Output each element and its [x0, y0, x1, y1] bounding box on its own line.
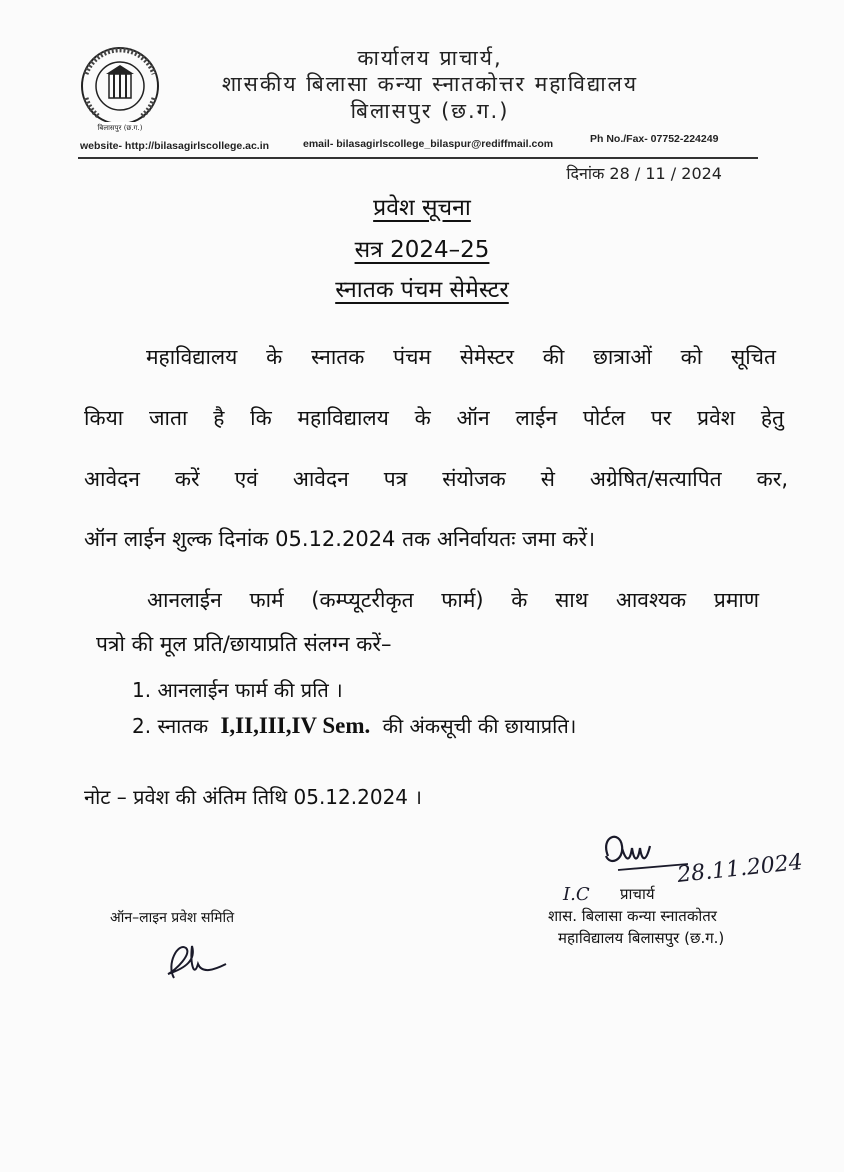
last-date-note: नोट – प्रवेश की अंतिम तिथि 05.12.2024 ।	[84, 785, 422, 809]
body-line-6: पत्रो की मूल प्रति/छायाप्रति संलग्न करें–	[96, 632, 392, 656]
svg-text:28.11.2024: 28.11.2024	[676, 849, 804, 888]
committee-signature	[156, 934, 240, 990]
body-line-4: ऑन लाईन शुल्क दिनांक 05.12.2024 तक अनिर्वायतः जमा करें।	[84, 527, 596, 551]
semester-heading: स्नातक पंचम सेमेस्टर	[335, 277, 509, 303]
body-line-3: आवेदन करें एवं आवेदन पत्र संयोजक से अग्रेषित/सत्यापित कर,	[84, 467, 788, 491]
college-logo-emblem	[78, 44, 162, 134]
item-suffix: की अंकसूची की छायाप्रति।	[382, 714, 577, 738]
header-divider	[78, 157, 758, 159]
ic-handwritten-mark	[561, 878, 613, 908]
svg-text:बिलासपुर (छ.ग.): बिलासपुर (छ.ग.)	[97, 124, 143, 132]
college-city: बिलासपुर (छ.ग.)	[350, 99, 510, 123]
office-title: कार्यालय प्राचार्य,	[357, 46, 503, 70]
phone-number: Ph No./Fax- 07752-224249	[590, 133, 719, 145]
college-name: शासकीय बिलासा कन्या स्नातकोत्तर महाविद्यालय	[221, 72, 639, 96]
email-link[interactable]: email- bilasagirlscollege_bilaspur@rediffmail.com	[303, 138, 554, 150]
document-list-item: 1. आनलाईन फार्म की प्रति ।	[132, 678, 343, 702]
document-list-item	[132, 712, 576, 739]
principal-office-line-1: शास. बिलासा कन्या स्नातकोतर	[548, 907, 717, 925]
item-prefix: 2. स्नातक	[132, 714, 209, 738]
principal-office-line-2: महाविद्यालय बिलासपुर (छ.ग.)	[558, 929, 725, 947]
body-line-1: महाविद्यालय के स्नातक पंचम सेमेस्टर की छात्राओं को सूचित	[146, 345, 776, 369]
notice-date: दिनांक 28 / 11 / 2024	[566, 164, 722, 183]
notice-heading: प्रवेश सूचना	[373, 195, 471, 221]
website-link[interactable]: website- http://bilasagirlscollege.ac.in	[80, 140, 270, 152]
body-line-5: आनलाईन फार्म (कम्प्यूटरीकृत फार्म) के साथ आवश्यक प्रमाण	[147, 588, 759, 612]
session-heading: सत्र 2024–25	[354, 237, 490, 263]
principal-title: प्राचार्य	[620, 885, 655, 903]
svg-text:I.C: I.C	[563, 884, 590, 905]
admission-committee-label: ऑन–लाइन प्रवेश समिति	[110, 910, 235, 926]
body-line-2: किया जाता है कि महाविद्यालय के ऑन लाईन पोर्टल पर प्रवेश हेतु	[84, 406, 784, 430]
semester-list: I,II,III,IV Sem.	[220, 713, 371, 738]
